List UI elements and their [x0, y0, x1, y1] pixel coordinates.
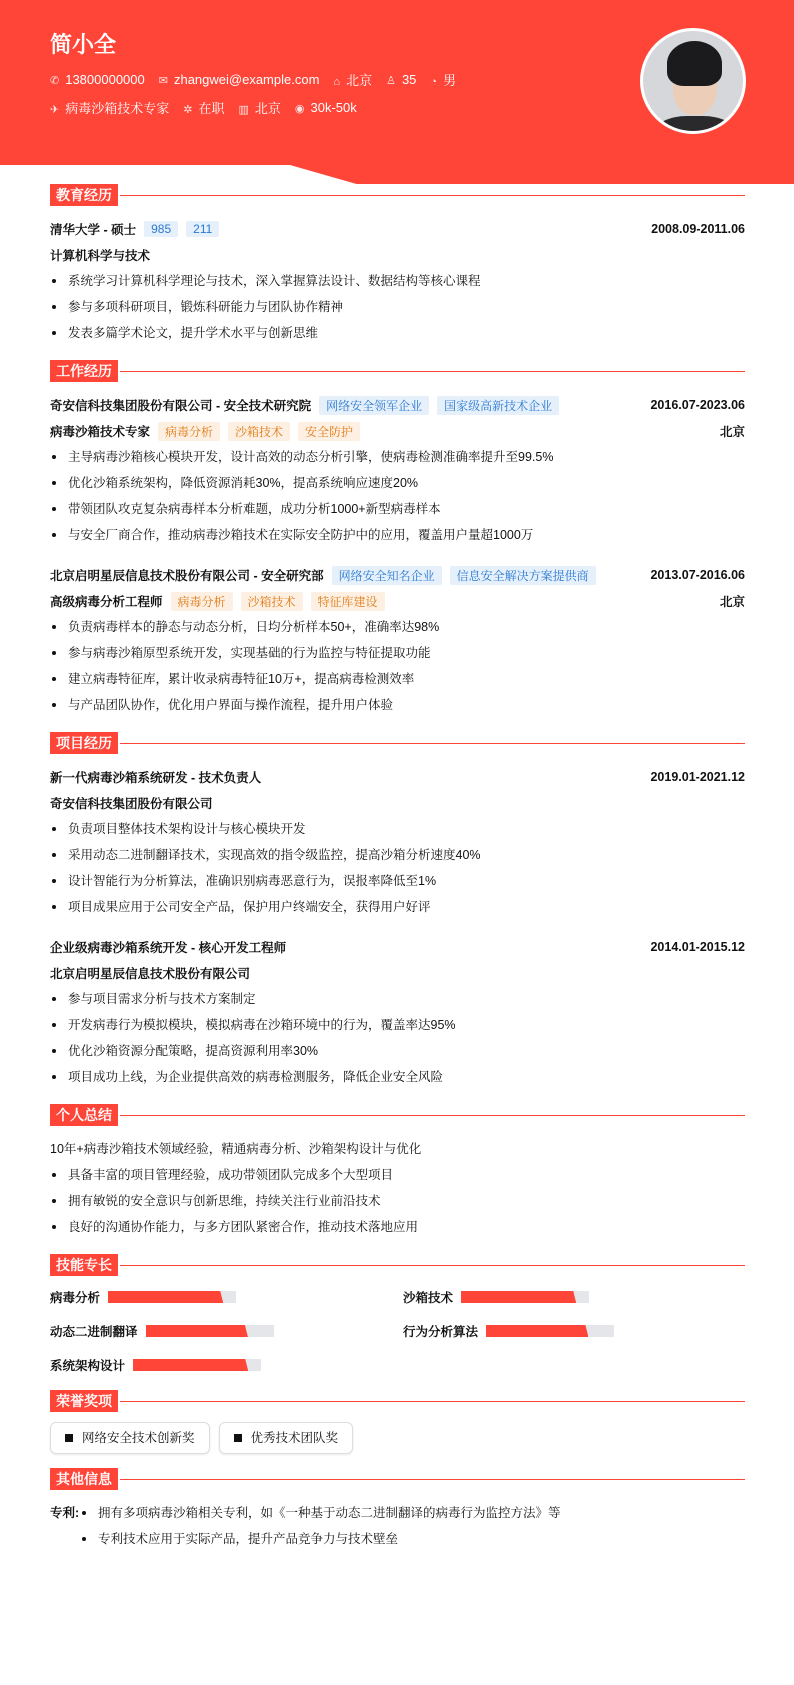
list-item: 优化沙箱资源分配策略，提高资源利用率30% — [50, 1038, 745, 1064]
avatar — [640, 28, 746, 134]
list-item: 项目成果应用于公司安全产品，保护用户终端安全，获得用户好评 — [50, 894, 745, 920]
project-row — [50, 934, 745, 960]
spacer — [50, 548, 745, 562]
date: 2016.07-2023.06 — [650, 398, 745, 412]
date: 2008.09-2011.06 — [651, 222, 745, 236]
skill-name: 行为分析算法 — [403, 1325, 479, 1339]
list-item: 参与多项科研项目，锻炼科研能力与团队协作精神 — [50, 294, 745, 320]
square-icon — [234, 1434, 242, 1442]
section-title: 项目经历 — [50, 732, 118, 754]
section-awards — [50, 1390, 745, 1412]
tag: 211 — [186, 221, 219, 237]
status-icon: ✲ — [183, 104, 193, 116]
skill-tag: 特征库建设 — [311, 592, 385, 611]
skill-bar-fill — [461, 1291, 576, 1303]
list-item: 良好的沟通协作能力，与多方团队紧密合作，推动技术落地应用 — [50, 1214, 745, 1240]
skill-tag: 沙箱技术 — [228, 422, 290, 441]
list-item: 与产品团队协作，优化用户界面与操作流程，提升用户体验 — [50, 692, 745, 718]
section-title: 技能专长 — [50, 1254, 118, 1276]
company: 奇安信科技集团股份有限公司 - 安全技术研究院 — [50, 399, 312, 413]
skill-bar-fill — [108, 1291, 223, 1303]
section-title: 教育经历 — [50, 184, 118, 206]
company-row — [50, 562, 745, 588]
company-tag: 网络安全领军企业 — [319, 396, 429, 415]
home-icon: ⌂ — [333, 76, 341, 88]
skill-tag: 沙箱技术 — [241, 592, 303, 611]
list-item: 拥有多项病毒沙箱相关专利，如《一种基于动态二进制翻译的病毒行为监控方法》等 — [80, 1500, 745, 1526]
skill-name: 系统架构设计 — [50, 1359, 126, 1373]
work-bullets — [50, 614, 745, 718]
skill-tag: 安全防护 — [298, 422, 360, 441]
project-company: 北京启明星辰信息技术股份有限公司 — [50, 967, 251, 981]
section-title: 个人总结 — [50, 1104, 118, 1126]
skill-item — [403, 1320, 745, 1342]
list-item: 带领团队攻克复杂病毒样本分析难题，成功分析1000+新型病毒样本 — [50, 496, 745, 522]
skill-item — [403, 1286, 745, 1308]
project-name: 企业级病毒沙箱系统开发 - 核心开发工程师 — [50, 941, 287, 955]
cake-icon: ♙ — [386, 75, 396, 87]
skill-bar — [146, 1325, 274, 1337]
job-title: 高级病毒分析工程师 — [50, 595, 163, 609]
list-item: 与安全厂商合作，推动病毒沙箱技术在实际安全防护中的应用，覆盖用户量超1000万 — [50, 522, 745, 548]
job-line — [50, 98, 357, 117]
skill-bar-fill — [486, 1325, 588, 1337]
section-education — [50, 184, 745, 206]
skill-name: 动态二进制翻译 — [50, 1325, 138, 1339]
section-summary — [50, 1104, 745, 1126]
company-tag: 网络安全知名企业 — [332, 566, 442, 585]
date: 2014.01-2015.12 — [650, 940, 745, 954]
resume-body — [50, 184, 745, 1552]
list-item: 参与病毒沙箱原型系统开发，实现基础的行为监控与特征提取功能 — [50, 640, 745, 666]
location: 北京 — [346, 73, 373, 88]
list-item: 负责病毒样本的静态与动态分析，日均分析样本50+，准确率达98% — [50, 614, 745, 640]
section-title: 工作经历 — [50, 360, 118, 382]
patent-label: 专利: — [50, 1506, 80, 1520]
company-tag: 国家级高新技术企业 — [437, 396, 559, 415]
email: zhangwei@example.com — [173, 72, 320, 87]
phone-icon: ✆ — [50, 75, 60, 87]
skill-item — [50, 1320, 403, 1342]
status: 在职 — [198, 101, 225, 116]
project-row — [50, 764, 745, 790]
title-row — [50, 588, 745, 614]
award-label: 网络安全技术创新奖 — [82, 1431, 195, 1445]
spacer — [50, 1090, 745, 1104]
skill-name: 病毒分析 — [50, 1291, 101, 1305]
award-badge — [50, 1422, 210, 1454]
list-item: 开发病毒行为模拟模块，模拟病毒在沙箱环境中的行为，覆盖率达95% — [50, 1012, 745, 1038]
skill-tag: 病毒分析 — [158, 422, 220, 441]
major: 计算机科学与技术 — [50, 249, 151, 263]
project-name: 新一代病毒沙箱系统研发 - 技术负责人 — [50, 771, 262, 785]
list-item: 具备丰富的项目管理经验，成功带领团队完成多个大型项目 — [50, 1162, 745, 1188]
tag: 985 — [144, 221, 178, 237]
company-tag: 信息安全解决方案提供商 — [450, 566, 596, 585]
skill-item — [50, 1286, 403, 1308]
phone: 13800000000 — [65, 72, 145, 87]
company-row — [50, 392, 745, 418]
spacer — [50, 920, 745, 934]
skill-bar — [461, 1291, 589, 1303]
list-item: 专利技术应用于实际产品，提升产品竞争力与技术壁垒 — [80, 1526, 745, 1552]
title-row — [50, 418, 745, 444]
award-label: 优秀技术团队奖 — [250, 1431, 339, 1445]
position: 病毒沙箱技术专家 — [65, 101, 170, 116]
project-company: 奇安信科技集团股份有限公司 — [50, 797, 213, 811]
skill-bar — [108, 1291, 236, 1303]
section-skills — [50, 1254, 745, 1276]
summary-bullets — [50, 1162, 745, 1240]
list-item: 建立病毒特征库，累计收录病毒特征10万+，提高病毒检测效率 — [50, 666, 745, 692]
building-icon: ▥ — [238, 104, 249, 116]
school: 清华大学 - 硕士 — [50, 223, 137, 237]
mail-icon: ✉ — [158, 75, 168, 87]
city: 北京 — [254, 101, 281, 116]
list-item: 项目成功上线，为企业提供高效的病毒检测服务，降低企业安全风险 — [50, 1064, 745, 1090]
skill-bar — [133, 1359, 261, 1371]
project-bullets — [50, 986, 745, 1090]
square-icon — [65, 1434, 73, 1442]
list-item: 采用动态二进制翻译技术，实现高效的指令级监控，提高沙箱分析速度40% — [50, 842, 745, 868]
date: 2019.01-2021.12 — [650, 770, 745, 784]
company: 北京启明星辰信息技术股份有限公司 - 安全研究部 — [50, 569, 324, 583]
section-title: 荣誉奖项 — [50, 1390, 118, 1412]
award-badge — [219, 1422, 354, 1454]
date: 2013.07-2016.06 — [650, 568, 745, 582]
education-bullets — [50, 268, 745, 346]
job-title: 病毒沙箱技术专家 — [50, 425, 151, 439]
education-row — [50, 216, 745, 242]
section-other — [50, 1468, 745, 1490]
work-bullets — [50, 444, 745, 548]
list-item: 参与项目需求分析与技术方案制定 — [50, 986, 745, 1012]
list-item: 拥有敏锐的安全意识与创新思维，持续关注行业前沿技术 — [50, 1188, 745, 1214]
project-bullets — [50, 816, 745, 920]
city: 北京 — [719, 595, 745, 609]
skill-item — [50, 1354, 403, 1376]
city: 北京 — [719, 425, 745, 439]
skill-bar — [486, 1325, 614, 1337]
gender: 男 — [443, 73, 457, 88]
list-item: 设计智能行为分析算法，准确识别病毒恶意行为，误报率降低至1% — [50, 868, 745, 894]
contact-line — [50, 70, 456, 89]
skill-tag: 病毒分析 — [171, 592, 233, 611]
list-item: 负责项目整体技术架构设计与核心模块开发 — [50, 816, 745, 842]
skill-bar-fill — [133, 1359, 248, 1371]
list-item: 主导病毒沙箱核心模块开发，设计高效的动态分析引擎，使病毒检测准确率提升至99.5% — [50, 444, 745, 470]
section-projects — [50, 732, 745, 754]
list-item: 优化沙箱系统架构，降低资源消耗30%，提高系统响应速度20% — [50, 470, 745, 496]
summary-intro: 10年+病毒沙箱技术领域经验，精通病毒分析、沙箱架构设计与优化 — [50, 1142, 422, 1156]
skill-bar-fill — [146, 1325, 248, 1337]
salary-icon: ◉ — [294, 103, 305, 115]
list-item: 发表多篇学术论文，提升学术水平与创新思维 — [50, 320, 745, 346]
skill-name: 沙箱技术 — [403, 1291, 454, 1305]
age: 35 — [401, 72, 417, 87]
candidate-name: 简小全 — [50, 32, 117, 57]
list-item: 系统学习计算机科学理论与技术，深入掌握算法设计、数据结构等核心课程 — [50, 268, 745, 294]
spacer — [50, 718, 745, 732]
send-icon: ✈ — [50, 104, 60, 116]
salary: 30k-50k — [310, 100, 357, 115]
section-work — [50, 360, 745, 382]
gender-icon: ◔ — [430, 76, 438, 88]
section-title: 其他信息 — [50, 1468, 118, 1490]
